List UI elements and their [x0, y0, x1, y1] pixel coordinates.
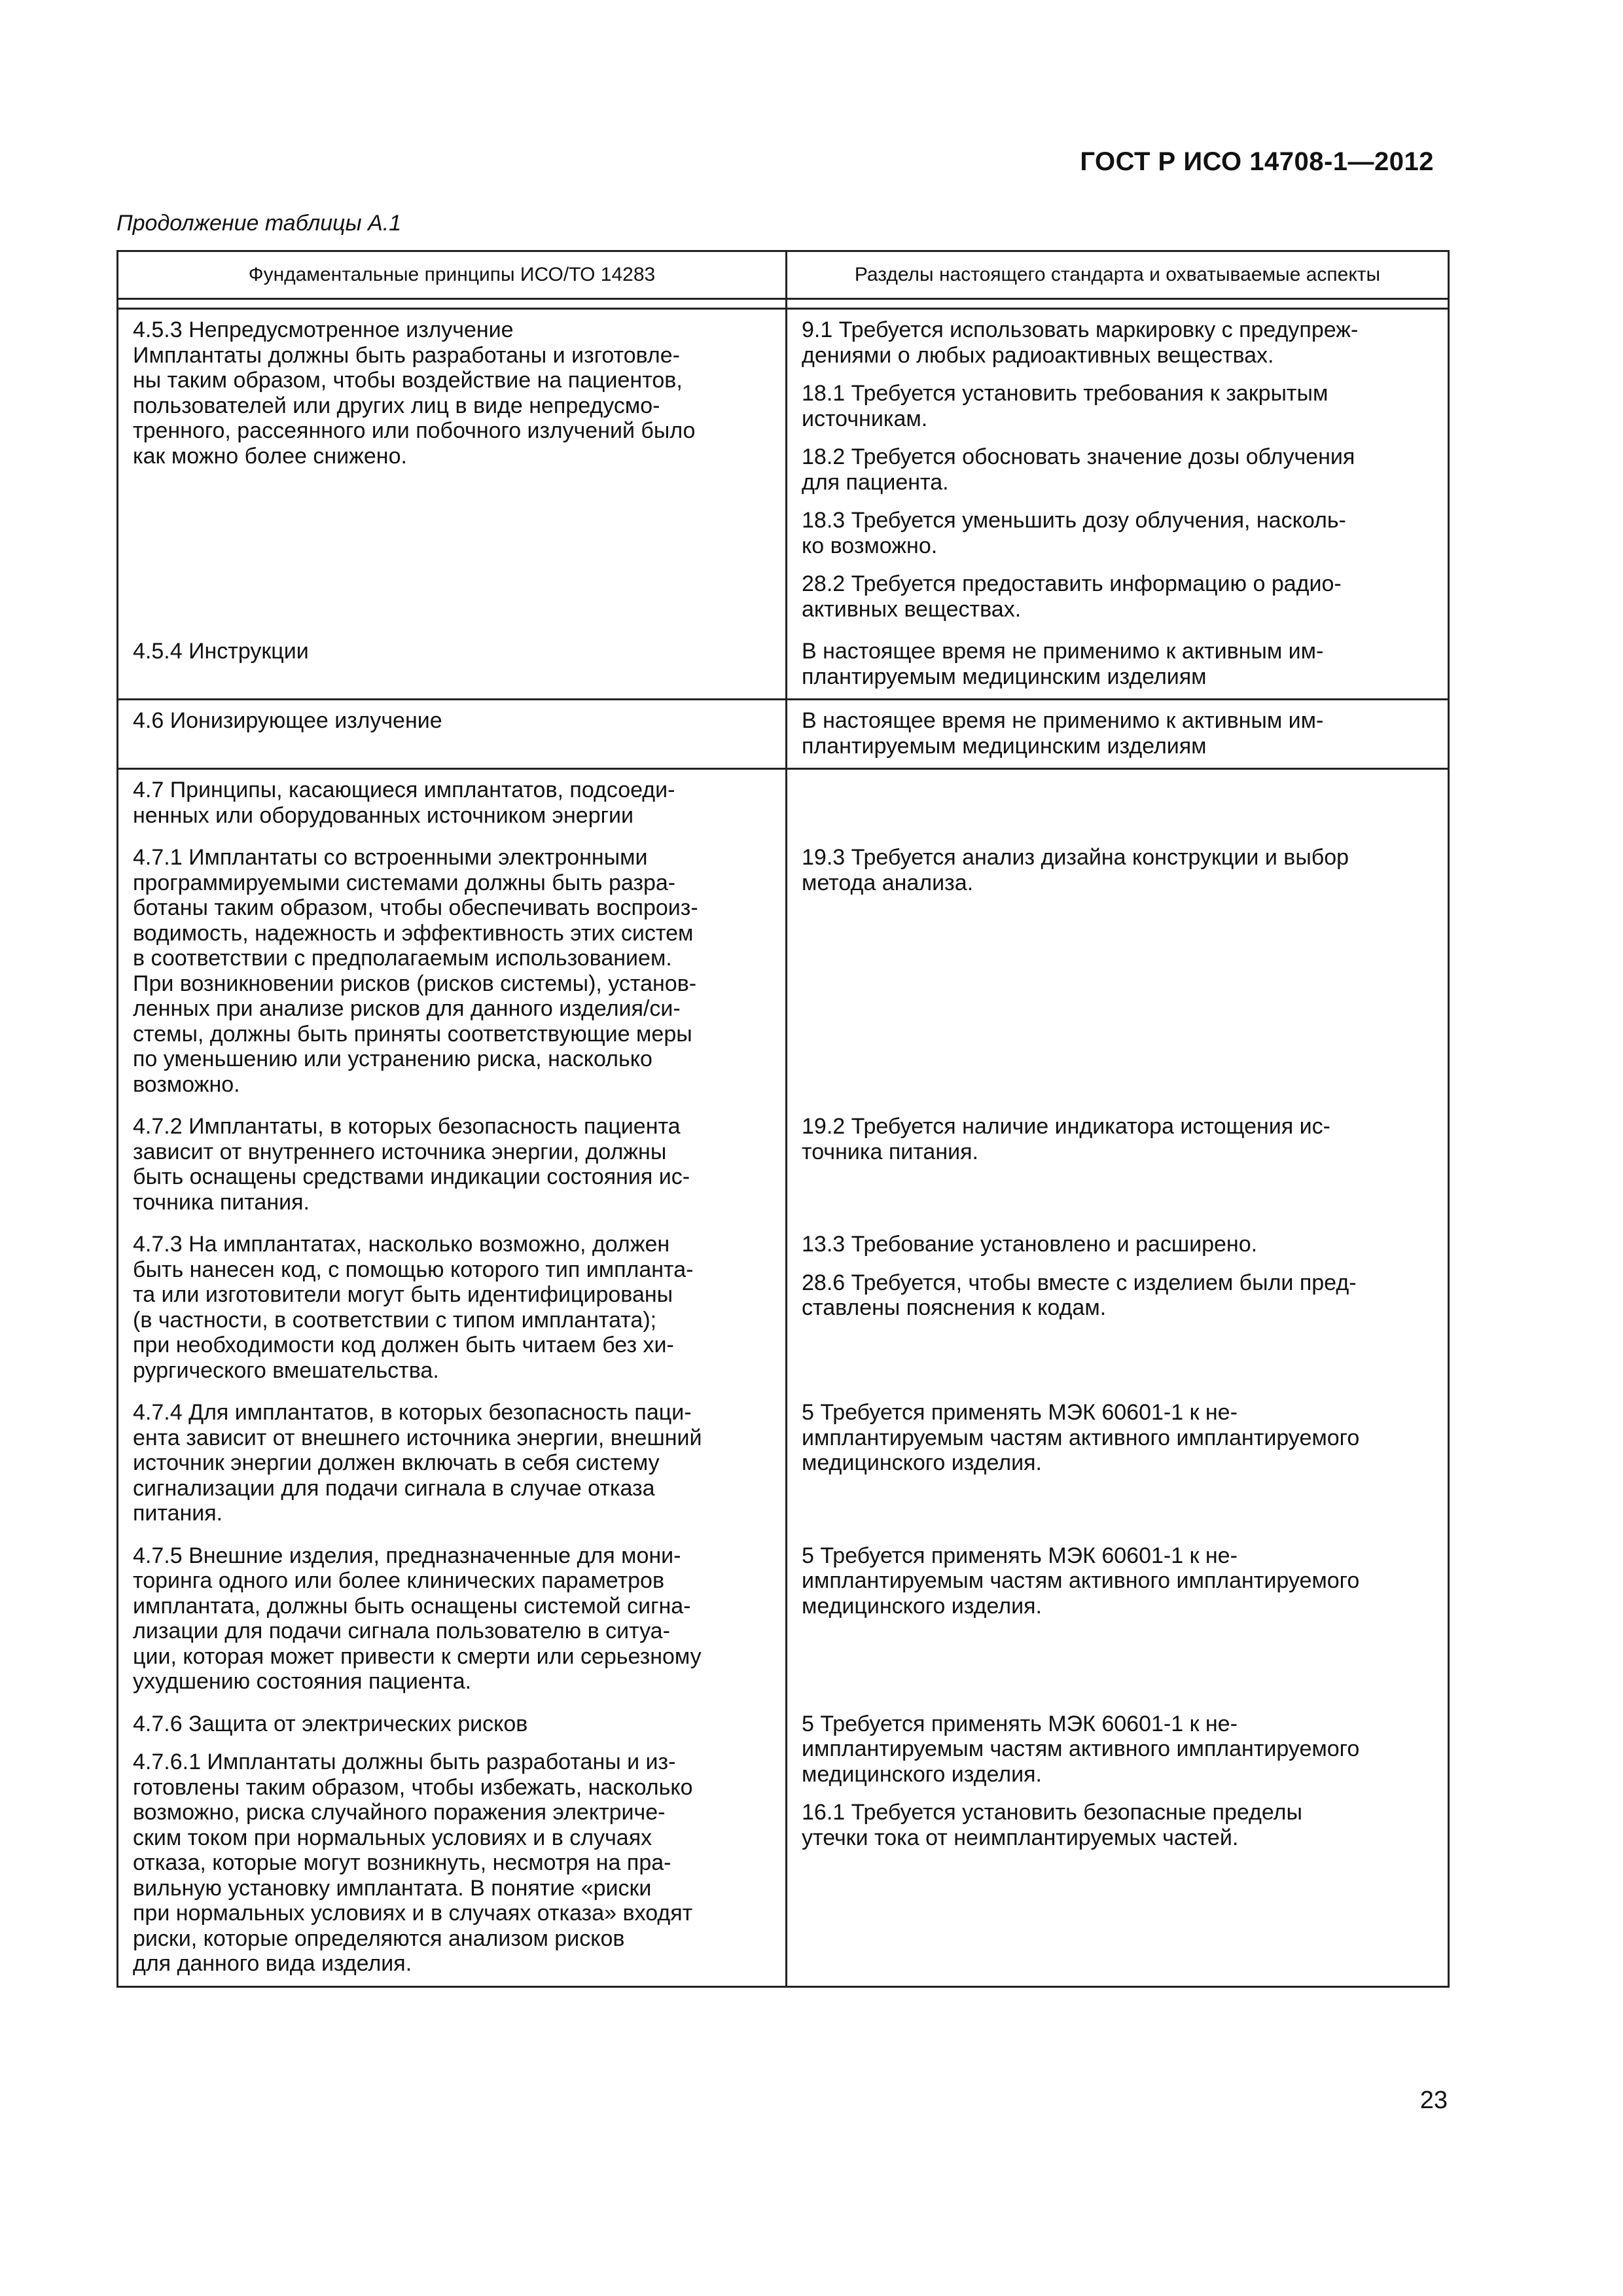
- column-header-principles: Фундаментальные принципы ИСО/ТО 14283: [118, 251, 787, 299]
- principle-text: 4.7 Принципы, касающиеся имплантатов, подсоеди- ненных или оборудованных источником энергии: [133, 778, 675, 828]
- principle-cell: [118, 1704, 787, 1987]
- principle-text: 4.7.6 Защита от электрических рисков: [133, 1711, 528, 1736]
- section-cell: [787, 1106, 1449, 1224]
- section-text: В настоящее время не применимо к активным им- плантируемым медицинским изделиям: [802, 639, 1324, 689]
- section-text: 19.3 Требуется анализ дизайна конструкции и выбор метода анализа.: [802, 845, 1349, 895]
- section-cell: [787, 1704, 1449, 1987]
- section-cell: [787, 1224, 1449, 1392]
- section-text: 28.6 Требуется, чтобы вместе с изделием были пред- ставлены пояснения к кодам.: [802, 1270, 1357, 1320]
- section-text: 9.1 Требуется использовать маркировку с предупреж- дениями о любых радиоактивных веществах.: [802, 317, 1359, 368]
- column-header-sections: Разделы настоящего стандарта и охватываемые аспекты: [787, 251, 1449, 299]
- table-row: [118, 309, 1449, 632]
- table-body: [118, 299, 1449, 1987]
- section-cell: [787, 309, 1449, 632]
- section-text: 5 Требуется применять МЭК 60601-1 к не- имплантируемым частям активного имплантируемого медицинского изделия.: [802, 1400, 1360, 1475]
- section-text: 18.3 Требуется уменьшить дозу облучения, насколь- ко возможно.: [802, 508, 1346, 558]
- principle-cell: [118, 309, 787, 632]
- table-row: [118, 837, 1449, 1106]
- section-text: 5 Требуется применять МЭК 60601-1 к не- имплантируемым частям активного имплантируемого медицинского изделия.: [802, 1711, 1360, 1787]
- section-text: 5 Требуется применять МЭК 60601-1 к не- имплантируемым частям активного имплантируемого медицинского изделия.: [802, 1543, 1360, 1619]
- principle-cell: [118, 1224, 787, 1392]
- section-text: 16.1 Требуется установить безопасные пределы утечки тока от неимплантируемых частей.: [802, 1800, 1302, 1850]
- principle-cell: [118, 837, 787, 1106]
- section-cell: [787, 1392, 1449, 1535]
- principle-cell: [118, 631, 787, 700]
- section-text: 18.2 Требуется обосновать значение дозы облучения для пациента.: [802, 444, 1355, 495]
- section-text: 28.2 Требуется предоставить информацию о радио- активных веществах.: [802, 571, 1342, 622]
- principle-text: 4.7.3 На имплантатах, насколько возможно, должен быть нанесен код, с помощью которого тип импланта- та или изготовители могут быть идентифицированы (в частности, в соответствии с типом имплантата); при необходимости код должен быть читаем без хи- рургического вмешательства.: [133, 1232, 694, 1383]
- principle-text: 4.5.3 Непредусмотренное излучение Имплантаты должны быть разработаны и изготовле- ны таким образом, чтобы воздействие на пациентов, пользователей или других лиц в виде непредусмо- тренного, рассеянного или побочного излучений было как можно более снижено.: [133, 317, 696, 469]
- table-row: [118, 1535, 1449, 1704]
- section-cell: [787, 837, 1449, 1106]
- table-row: [118, 1224, 1449, 1392]
- principle-cell: [118, 1392, 787, 1535]
- table-row: [118, 1106, 1449, 1224]
- principle-text: 4.7.5 Внешние изделия, предназначенные для мони- торинга одного или более клинических параметров имплантата, должны быть оснащены системой сигна- лизации для подачи сигнала пользователю в ситуа- ции, которая может привести к смерти или серьезному ухудшению состояния пациента.: [133, 1543, 702, 1694]
- principle-cell: [118, 1106, 787, 1224]
- table-row: [118, 769, 1449, 838]
- requirements-table: [116, 250, 1450, 1988]
- principle-cell: [118, 700, 787, 769]
- principle-text: 4.5.4 Инструкции: [133, 639, 309, 664]
- page-number: 23: [1419, 2087, 1448, 2114]
- table-row: [118, 1704, 1449, 1987]
- section-cell: [787, 700, 1449, 769]
- principle-text: 4.6 Ионизирующее излучение: [133, 708, 442, 733]
- principle-cell: [118, 1535, 787, 1704]
- section-cell: [787, 631, 1449, 700]
- table-row: [118, 1392, 1449, 1535]
- principle-cell: [118, 769, 787, 838]
- section-text: 19.2 Требуется наличие индикатора истощения ис- точника питания.: [802, 1114, 1330, 1164]
- section-text: В настоящее время не применимо к активным им- плантируемым медицинским изделиям: [802, 708, 1324, 759]
- principle-text: 4.7.2 Имплантаты, в которых безопасность пациента зависит от внутреннего источника энергии, должны быть оснащены средствами индикации состояния ис- точника питания.: [133, 1114, 690, 1215]
- table-row: [118, 631, 1449, 700]
- section-text: 18.1 Требуется установить требования к закрытым источникам.: [802, 381, 1329, 431]
- document-code: ГОСТ Р ИСО 14708-1—2012: [1080, 147, 1434, 176]
- section-text: 13.3 Требование установлено и расширено.: [802, 1232, 1258, 1257]
- principle-text: 4.7.4 Для имплантатов, в которых безопасность паци- ента зависит от внешнего источника энергии, внешний источник энергии должен включать в себя систему сигнализации для подачи сигнала в случае отказа питания.: [133, 1400, 702, 1526]
- table-row: [118, 700, 1449, 769]
- principle-text: 4.7.6.1 Имплантаты должны быть разработаны и из- готовлены таким образом, чтобы избежать, насколько возможно, риска случайного поражения электриче- ским током при нормальных условиях и в случаях отказа, которые могут возникнуть, несмотря на пра- вильную установку имплантата. В понятие «риски при нормальных условиях и в случаях отказа» входят риски, которые определяются анализом рисков для данного вида изделия.: [133, 1749, 693, 1976]
- principle-text: 4.7.1 Имплантаты со встроенными электронными программируемыми системами должны быть разра- ботаны таким образом, чтобы обеспечивать воспроиз- водимость, надежность и эффективность этих систем в соответствии с предполагаемым использованием. При возникновении рисков (рисков системы), установ- ленных при анализе рисков для данного изделия/си- стемы, должны быть приняты соответствующие меры по уменьшению или устранению риска, насколько возможно.: [133, 845, 698, 1097]
- section-cell: [787, 1535, 1449, 1704]
- table-caption: Продолжение таблицы А.1: [116, 211, 402, 236]
- section-cell: [787, 769, 1449, 838]
